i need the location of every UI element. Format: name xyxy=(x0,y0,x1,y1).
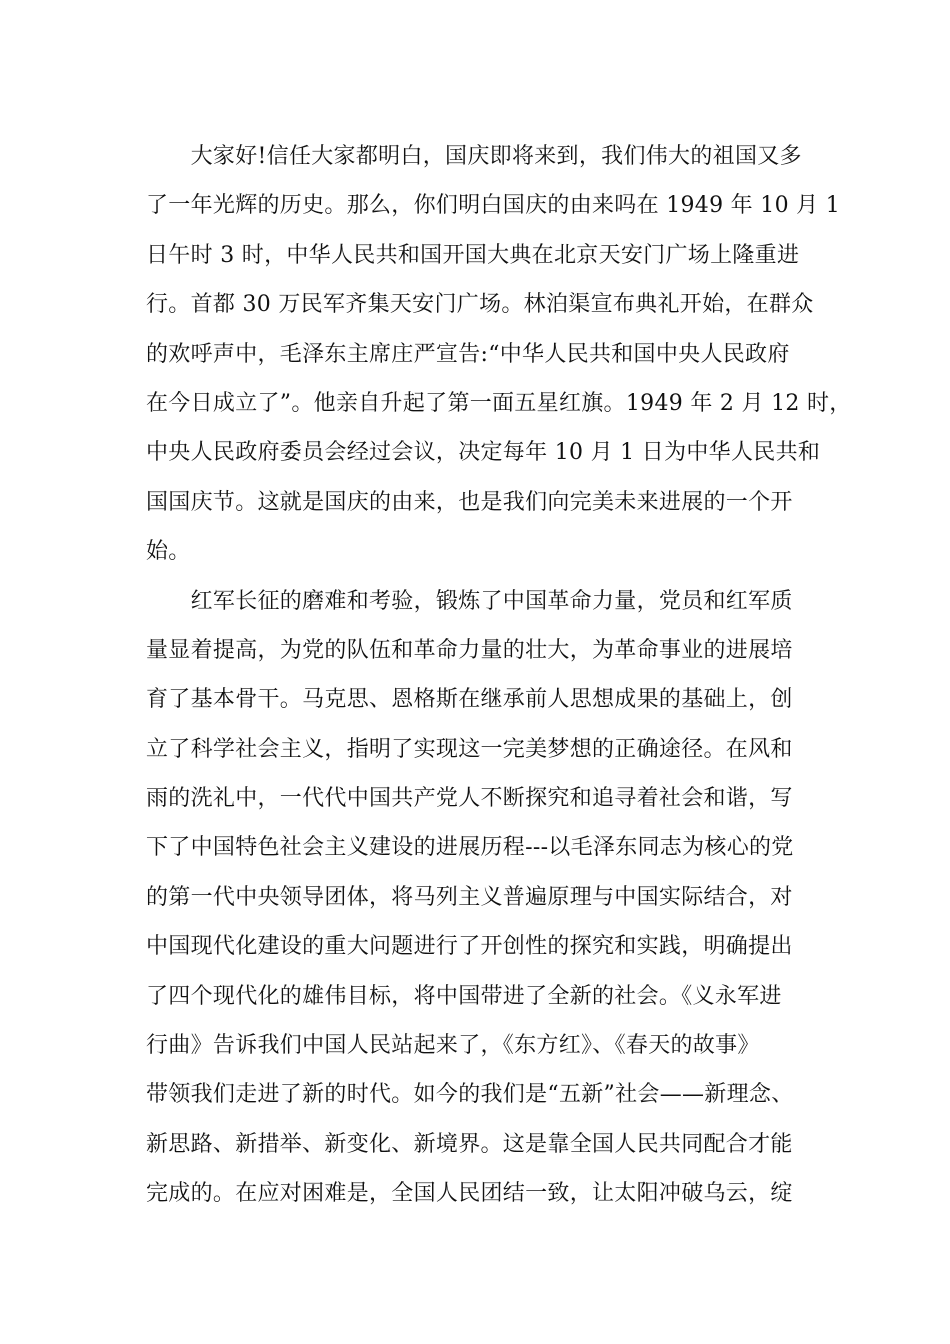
text-line: 的第一代中央领导团体，将马列主义普遍原理与中国实际结合，对 xyxy=(146,884,793,910)
text-line: 下了中国特色社会主义建设的进展历程---以毛泽东同志为核心的党 xyxy=(146,835,794,861)
text-line: 大家好!信任大家都明白，国庆即将来到，我们伟大的祖国又多 xyxy=(146,144,802,169)
text-line: 的欢呼声中，毛泽东主席庄严宣告:“中华人民共和国中央人民政府 xyxy=(146,341,790,367)
text-line: 量显着提高，为党的队伍和革命力量的壮大，为革命事业的进展培 xyxy=(146,637,793,663)
paragraph-long-march xyxy=(146,577,822,1219)
text-line: 行。首都 30 万民军齐集天安门广场。林泊渠宣布典礼开始，在群众 xyxy=(146,292,814,318)
text-line: 立了科学社会主义，指明了实现这一完美梦想的正确途径。在风和 xyxy=(146,736,793,762)
text-line: 在今日成立了”。他亲自升起了第一面五星红旗。1949 年 2 月 12 时， xyxy=(146,390,852,416)
text-line: 中央人民政府委员会经过会议，决定每年 10 月 1 日为中华人民共和 xyxy=(146,440,821,466)
text-line: 红军长征的磨难和考验，锻炼了中国革命力量，党员和红军质 xyxy=(146,588,793,614)
paragraph-national-day-origin xyxy=(146,132,852,577)
text-line: 了一年光辉的历史。那么，你们明白国庆的由来吗在 1949 年 10 月 1 xyxy=(146,193,841,219)
text-line: 了四个现代化的雄伟目标，将中国带进了全新的社会。《义永军进 xyxy=(146,983,782,1009)
text-line: 完成的。在应对困难是，全国人民团结一致，让太阳冲破乌云，绽 xyxy=(146,1181,793,1207)
text-line: 日午时 3 时，中华人民共和国开国大典在北京天安门广场上隆重进 xyxy=(146,242,800,268)
text-line: 中国现代化建设的重大问题进行了开创性的探究和实践，明确提出 xyxy=(146,934,793,960)
text-line: 新思路、新措举、新变化、新境界。这是靠全国人民共同配合才能 xyxy=(146,1131,793,1157)
document-body xyxy=(146,132,852,1219)
text-line: 育了基本骨干。马克思、恩格斯在继承前人思想成果的基础上，创 xyxy=(146,687,793,713)
text-line: 带领我们走进了新的时代。如今的我们是“五新”社会——新理念、 xyxy=(146,1082,794,1108)
text-line: 雨的洗礼中，一代代中国共产党人不断探究和追寻着社会和谐，写 xyxy=(146,786,793,812)
text-line: 始。 xyxy=(146,539,191,565)
text-line: 国国庆节。这就是国庆的由来，也是我们向完美未来进展的一个开 xyxy=(146,489,793,515)
text-line: 行曲》告诉我们中国人民站起来了，《东方红》、《春天的故事》 xyxy=(146,1033,760,1059)
